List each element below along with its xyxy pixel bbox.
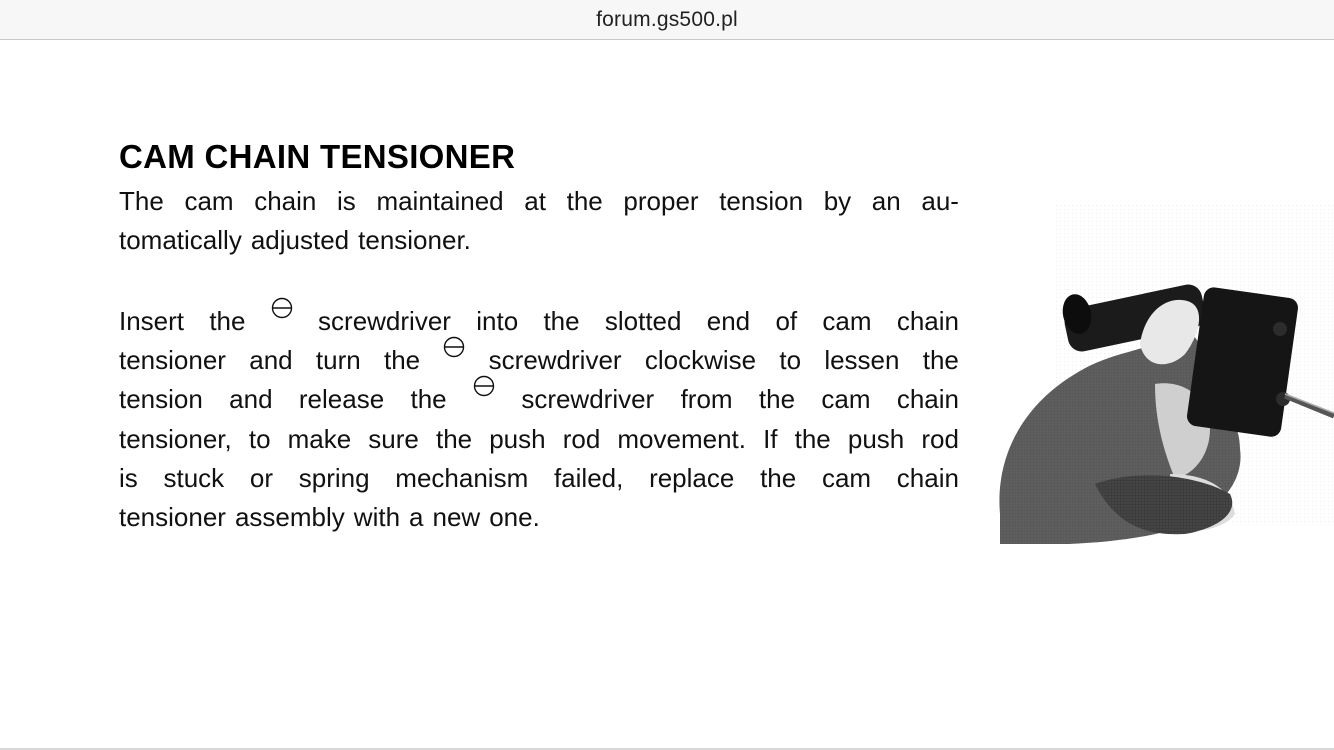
word: movement. <box>617 423 746 454</box>
word: the <box>410 384 447 415</box>
body-line <box>119 497 959 536</box>
word: cam <box>821 384 871 415</box>
word: chain <box>896 384 959 415</box>
word: cam <box>821 462 872 493</box>
word: end <box>706 306 751 336</box>
word: maintained <box>376 186 504 216</box>
word: cam <box>822 306 872 336</box>
word: a <box>409 501 424 532</box>
url-text[interactable]: forum.gs500.pl <box>596 7 738 31</box>
word: tensioner, <box>119 423 232 454</box>
body-line <box>119 379 959 418</box>
word: slotted <box>604 306 682 336</box>
word: to <box>248 423 271 454</box>
word: assembly <box>234 501 345 532</box>
intro-paragraph <box>119 181 959 259</box>
word: by <box>823 186 852 216</box>
word: screwdriver <box>318 306 451 336</box>
word: If <box>763 423 778 454</box>
word: the <box>209 306 246 336</box>
word: lessen <box>824 345 900 376</box>
word: chain <box>896 306 959 336</box>
word: proper <box>623 186 699 216</box>
word: cam <box>184 186 234 216</box>
word: the <box>383 345 421 376</box>
section-title: CAM CHAIN TENSIONER <box>119 138 516 175</box>
word: tensioner <box>119 501 226 532</box>
word: turn <box>315 345 361 376</box>
intro-line <box>119 181 959 220</box>
word: and <box>229 384 273 415</box>
word: chain <box>254 186 317 216</box>
word: one. <box>489 501 540 532</box>
word: stuck <box>163 462 225 493</box>
word: or <box>249 462 274 493</box>
word: sure <box>368 423 419 454</box>
word: au- <box>921 186 959 216</box>
word: is <box>337 186 356 216</box>
word: the <box>922 345 959 376</box>
word: make <box>287 423 352 454</box>
word: push <box>847 423 905 454</box>
word: with <box>353 501 401 532</box>
word: The <box>119 186 164 216</box>
browser-url-bar[interactable] <box>0 0 1334 40</box>
word: mechanism <box>395 462 529 493</box>
word: of <box>775 306 798 336</box>
word: the <box>758 384 796 415</box>
word: new <box>432 501 481 532</box>
word: the <box>794 423 831 454</box>
word: the <box>566 186 603 216</box>
word: adjusted <box>250 225 350 256</box>
flat-screwdriver-symbol-icon <box>443 336 465 358</box>
word: tension <box>719 186 804 216</box>
word: rod <box>921 423 959 454</box>
word: push <box>489 423 546 454</box>
word: at <box>524 186 546 216</box>
body-line <box>119 340 959 379</box>
intro-line <box>119 220 959 259</box>
word: release <box>298 384 385 415</box>
word: failed, <box>553 462 624 493</box>
word: an <box>871 186 901 216</box>
flat-screwdriver-symbol-icon <box>271 297 293 319</box>
word: and <box>249 345 293 376</box>
word: tensioner. <box>358 225 471 256</box>
body-line <box>119 458 959 497</box>
word: screwdriver <box>488 345 622 376</box>
flat-screwdriver-symbol-icon <box>473 375 495 397</box>
word: screwdriver <box>521 384 655 415</box>
word: chain <box>896 462 959 493</box>
word: Insert <box>119 306 185 336</box>
word: the <box>760 462 797 493</box>
word: is <box>119 462 138 493</box>
body-line <box>119 301 959 340</box>
word: to <box>779 345 802 376</box>
word: tension <box>119 384 203 415</box>
hand-holding-tensioner-photo <box>995 184 1334 544</box>
word: rod <box>562 423 601 454</box>
word: into <box>476 306 519 336</box>
word: clockwise <box>644 345 757 376</box>
word: from <box>680 384 733 415</box>
word: spring <box>298 462 370 493</box>
word: the <box>435 423 473 454</box>
word: tensioner <box>119 345 226 376</box>
instruction-paragraph <box>119 301 959 536</box>
body-line <box>119 419 959 458</box>
word: replace <box>649 462 735 493</box>
word: the <box>543 306 580 336</box>
word: tomatically <box>119 225 242 256</box>
